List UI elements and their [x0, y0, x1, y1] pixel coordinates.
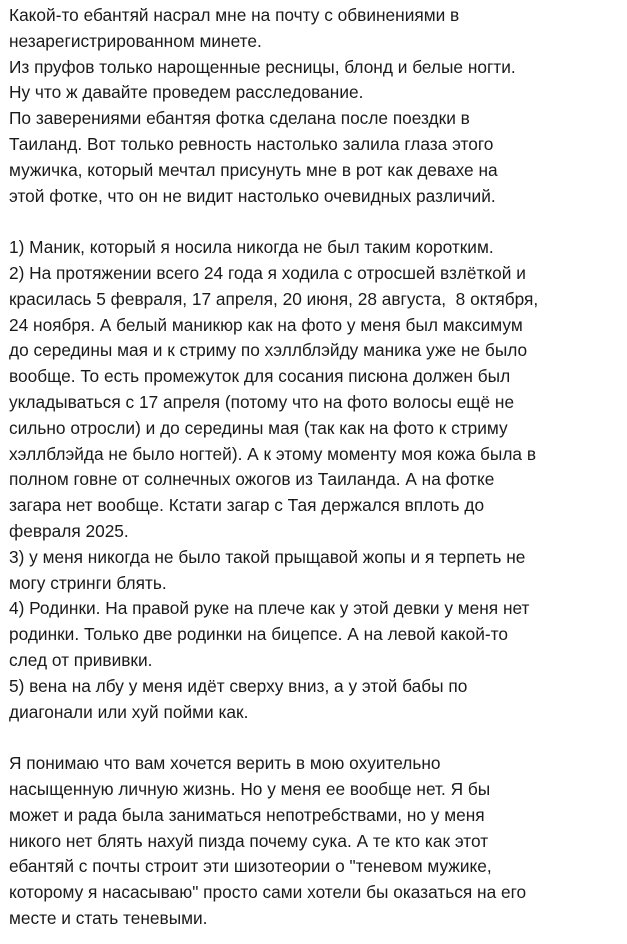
- text-line: Из пруфов только нарощенные ресницы, блонд и белые ногти.: [9, 56, 516, 77]
- text-line: 4) Родинки. На правой руке на плече как у этой девки у меня нет: [9, 598, 530, 619]
- text-line: которому я насасываю" просто сами хотели бы оказаться на его: [9, 882, 527, 903]
- text-line: Я понимаю что вам хочется верить в мою охуительно: [9, 753, 441, 774]
- text-line: По заверениями ебантяя фотка сделана после поездки в: [9, 108, 470, 129]
- text-line: февраля 2025.: [9, 520, 129, 541]
- text-line: полном говне от солнечных ожогов из Таиланда. А на фотке: [9, 469, 495, 490]
- intro-paragraph: [9, 3, 627, 209]
- text-line: загара нет вообще. Кстати загар с Тая держался вплоть до: [9, 495, 485, 516]
- paragraph-spacer: [9, 725, 627, 751]
- text-line: ебантяй с почты строит эти шизотеории о "теневом мужике,: [9, 856, 492, 877]
- text-line: Таиланд. Вот только ревность настолько залила глаза этого: [9, 133, 494, 154]
- points-list: [9, 235, 627, 725]
- text-line: родинки. Только две родинки на бицепсе. А на левой какой-то: [9, 624, 508, 645]
- text-line: месте и стать теневыми.: [9, 907, 208, 928]
- conclusion-paragraph: [9, 751, 627, 932]
- text-line: красилась 5 февраля, 17 апреля, 20 июня, 28 августа, 8 октября,: [9, 288, 539, 309]
- text-line: 3) у меня никогда не было такой прыщавой жопы и я терпеть не: [9, 546, 526, 567]
- text-line: укладываться с 17 апреля (потому что на фото волосы ещё не: [9, 391, 515, 412]
- text-line: насыщенную личную жизнь. Но у меня ее вообще нет. Я бы: [9, 778, 491, 799]
- text-line: незарегистрированном минете.: [9, 30, 262, 51]
- text-line: Какой-то ебантяй насрал мне на почту с обвинениями в: [9, 5, 460, 25]
- text-line: 1) Маник, который я носила никогда не был таким коротким.: [9, 237, 494, 258]
- text-line: Ну что ж давайте проведем расследование.: [9, 82, 364, 103]
- text-line: до середины мая и к стриму по хэллблэйду маника уже не было: [9, 340, 528, 361]
- text-line: 24 ноября. А белый маникюр как на фото у меня был максимум: [9, 314, 523, 335]
- text-line: может и рада была заниматься непотребствами, но у меня: [9, 804, 485, 825]
- text-line: хэллблэйда не было ногтей). А к этому моменту моя кожа была в: [9, 443, 537, 464]
- text-line: этой фотке, что он не видит настолько очевидных различий.: [9, 185, 496, 206]
- text-line: диагонали или хуй пойми как.: [9, 701, 249, 722]
- text-line: 2) На протяжении всего 24 года я ходила с отросшей взлёткой и: [9, 262, 526, 283]
- text-line: мужичка, который мечтал присунуть мне в рот как девахе на: [9, 159, 498, 180]
- text-line: след от прививки.: [9, 649, 153, 670]
- text-line: никого нет блять нахуй пизда почему сука. А те кто как этот: [9, 830, 489, 851]
- text-line: 5) вена на лбу у меня идёт сверху вниз, а у этой бабы по: [9, 675, 468, 696]
- paragraph-spacer: [9, 209, 627, 235]
- text-line: сильно отросли) и до середины мая (так как на фото к стриму: [9, 417, 508, 438]
- text-line: могу стринги блять.: [9, 572, 167, 593]
- text-line: вообще. То есть промежуток для сосания писюна должен был: [9, 366, 511, 387]
